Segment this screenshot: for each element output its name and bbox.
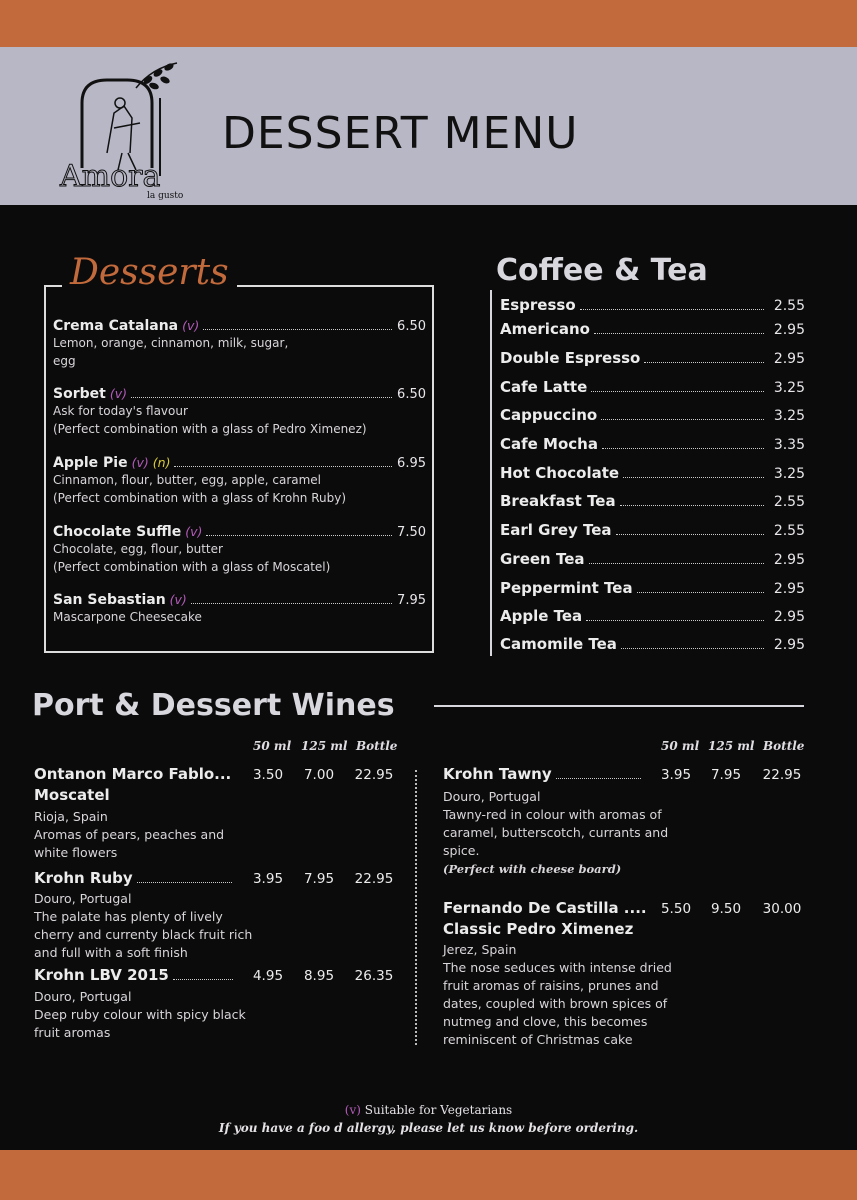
dessert-price: 6.95 <box>397 456 426 471</box>
leader-dots <box>623 477 764 478</box>
leader-dots <box>206 535 392 536</box>
wine-notes: Deep ruby colour with spicy black <box>34 1007 246 1022</box>
leader-dots <box>131 397 392 398</box>
coffee-name: Cafe Mocha <box>500 435 598 453</box>
wine-price-bottle: 22.95 <box>354 871 394 887</box>
dessert-item <box>53 386 426 438</box>
coffee-price: 3.35 <box>773 437 805 453</box>
coffee-price: 3.25 <box>773 466 805 482</box>
vegetarian-tag: (v) <box>169 592 187 607</box>
coffee-name: Breakfast Tea <box>500 492 616 510</box>
vegetarian-legend-text: Suitable for Vegetarians <box>360 1103 513 1117</box>
wine-name <box>34 966 233 984</box>
dessert-name: Apple Pie <box>53 455 128 471</box>
logo-wordmark: Amora <box>60 159 161 194</box>
dessert-desc: (Perfect combination with a glass of Moscatel) <box>53 560 331 574</box>
wine-price-50ml: 3.95 <box>660 767 692 783</box>
coffee-name: Double Espresso <box>500 349 641 367</box>
wine-description <box>443 788 698 878</box>
dessert-price: 6.50 <box>397 319 426 334</box>
coffee-name: Green Tea <box>500 550 585 568</box>
coffee-price: 2.95 <box>773 322 805 338</box>
coffee-name: Earl Grey Tea <box>500 521 612 539</box>
dessert-price: 6.50 <box>397 387 426 402</box>
dessert-item <box>53 455 426 507</box>
wine-description <box>34 988 289 1042</box>
wine-pairing-note: (Perfect with cheese board) <box>443 862 622 876</box>
wine-description <box>34 890 289 962</box>
wine-price-bottle: 26.35 <box>354 968 394 984</box>
logo-subtext: la gusto <box>147 191 184 201</box>
wine-price-125ml: 7.95 <box>303 871 335 887</box>
wine-notes: The nose seduces with intense dried <box>443 960 672 975</box>
wine-name: Fernando De Castilla .... <box>443 899 647 917</box>
column-header-125ml: 125 ml <box>301 739 348 753</box>
wine-notes: dates, coupled with brown spices of <box>443 996 668 1011</box>
wine-name-text: Krohn LBV 2015 <box>34 966 169 984</box>
wine-price-bottle: 22.95 <box>354 767 394 783</box>
column-header-bottle: Bottle <box>763 739 805 753</box>
wine-notes: and full with a soft finish <box>34 945 188 960</box>
wine-price-125ml: 7.00 <box>303 767 335 783</box>
coffee-name: Cafe Latte <box>500 378 588 396</box>
leader-dots <box>644 362 764 363</box>
bottom-band <box>0 1150 857 1200</box>
leader-dots <box>621 648 764 649</box>
wine-price-50ml: 3.50 <box>252 767 284 783</box>
dessert-name: Sorbet <box>53 386 106 402</box>
leader-dots <box>594 333 764 334</box>
column-header-50ml: 50 ml <box>661 739 700 753</box>
coffee-price: 2.95 <box>773 581 805 597</box>
wines-heading: Port & Dessert Wines <box>32 688 395 723</box>
coffee-item <box>500 607 805 625</box>
vegetarian-tag: (v) <box>182 318 200 333</box>
top-band <box>0 0 857 47</box>
coffee-item <box>500 579 805 597</box>
wine-notes: fruit aromas <box>34 1025 111 1040</box>
wine-region: Rioja, Spain <box>34 809 108 824</box>
wine-price-125ml: 8.95 <box>303 968 335 984</box>
coffee-item <box>500 406 805 424</box>
coffee-name: Americano <box>500 320 590 338</box>
dessert-desc: (Perfect combination with a glass of Pedro Ximenez) <box>53 422 367 436</box>
coffee-item <box>500 435 805 453</box>
leader-dots <box>589 563 765 564</box>
wines-heading-rule <box>434 705 804 707</box>
dessert-desc: Lemon, orange, cinnamon, milk, sugar, <box>53 336 289 350</box>
restaurant-logo <box>52 58 202 203</box>
coffee-name: Hot Chocolate <box>500 464 620 482</box>
leader-dots <box>174 466 392 467</box>
wine-name-line2: Moscatel <box>34 786 110 804</box>
dessert-item <box>53 592 426 626</box>
vegetarian-tag: (v) <box>109 386 127 401</box>
leader-dots <box>601 419 764 420</box>
dessert-desc: Mascarpone Cheesecake <box>53 610 202 624</box>
leader-dots <box>173 979 233 980</box>
page-title: DESSERT MENU <box>222 108 579 159</box>
wine-region: Douro, Portugal <box>34 989 132 1004</box>
coffee-name: Peppermint Tea <box>500 579 633 597</box>
coffee-price: 2.55 <box>773 494 805 510</box>
coffee-item <box>500 349 805 367</box>
coffee-tea-heading: Coffee & Tea <box>496 253 708 288</box>
wine-notes: white flowers <box>34 845 118 860</box>
dessert-name: San Sebastian <box>53 592 166 608</box>
dessert-item <box>53 318 426 370</box>
wine-region: Jerez, Spain <box>443 942 517 957</box>
wine-region: Douro, Portugal <box>34 891 132 906</box>
coffee-divider <box>490 290 492 656</box>
leader-dots <box>556 778 641 779</box>
nuts-tag: (n) <box>152 455 171 470</box>
wine-price-50ml: 4.95 <box>252 968 284 984</box>
leader-dots <box>591 391 764 392</box>
coffee-name: Espresso <box>500 296 576 314</box>
leader-dots <box>580 309 764 310</box>
dessert-price: 7.95 <box>397 593 426 608</box>
dessert-item <box>53 524 426 576</box>
column-header-bottle: Bottle <box>356 739 398 753</box>
coffee-price: 3.25 <box>773 380 805 396</box>
wine-notes: The palate has plenty of lively <box>34 909 223 924</box>
wine-price-bottle: 30.00 <box>762 901 802 917</box>
wine-notes: Tawny-red in colour with aromas of <box>443 807 662 822</box>
desserts-heading: Desserts <box>62 252 237 293</box>
coffee-name: Apple Tea <box>500 607 583 625</box>
wine-region: Douro, Portugal <box>443 789 541 804</box>
leader-dots <box>602 448 764 449</box>
column-header-125ml: 125 ml <box>708 739 755 753</box>
leader-dots <box>637 592 764 593</box>
wine-name <box>443 765 641 783</box>
wine-price-50ml: 3.95 <box>252 871 284 887</box>
wine-notes: cherry and currenty black fruit rich <box>34 927 253 942</box>
wine-price-125ml: 9.50 <box>710 901 742 917</box>
wines-column-divider <box>415 770 417 1045</box>
wine-notes: Aromas of pears, peaches and <box>34 827 225 842</box>
coffee-item <box>500 635 805 653</box>
leader-dots <box>616 534 764 535</box>
vegetarian-legend-tag: (v) <box>344 1103 361 1117</box>
coffee-price: 2.95 <box>773 351 805 367</box>
dessert-desc: egg <box>53 354 76 368</box>
leader-dots <box>620 505 764 506</box>
wine-notes: spice. <box>443 843 480 858</box>
coffee-name: Cappuccino <box>500 406 598 424</box>
leader-dots <box>191 603 392 604</box>
coffee-price: 2.95 <box>773 609 805 625</box>
dessert-desc: (Perfect combination with a glass of Krohn Ruby) <box>53 491 347 505</box>
coffee-price: 2.95 <box>773 637 805 653</box>
coffee-price: 3.25 <box>773 408 805 424</box>
wine-price-bottle: 22.95 <box>762 767 802 783</box>
wine-name: Ontanon Marco Fablo... <box>34 765 232 783</box>
wine-name-text: Krohn Ruby <box>34 869 133 887</box>
wine-notes: nutmeg and clove, this becomes <box>443 1014 648 1029</box>
leader-dots <box>203 329 392 330</box>
coffee-item <box>500 521 805 539</box>
wine-description <box>34 808 289 862</box>
coffee-price: 2.55 <box>773 523 805 539</box>
wine-notes: reminiscent of Christmas cake <box>443 1032 633 1047</box>
dessert-price: 7.50 <box>397 525 426 540</box>
wine-name-text: Krohn Tawny <box>443 765 552 783</box>
coffee-item <box>500 320 805 338</box>
dessert-name: Crema Catalana <box>53 318 179 334</box>
wine-notes: caramel, butterscotch, currants and <box>443 825 669 840</box>
allergy-notice: If you have a foo d allergy, please let us know before ordering. <box>218 1121 639 1135</box>
wine-name <box>34 869 232 887</box>
coffee-name: Camomile Tea <box>500 635 617 653</box>
wine-notes: fruit aromas of raisins, prunes and <box>443 978 659 993</box>
dessert-desc: Chocolate, egg, flour, butter <box>53 542 223 556</box>
coffee-item <box>500 550 805 568</box>
coffee-item <box>500 296 805 314</box>
coffee-price: 2.95 <box>773 552 805 568</box>
dessert-desc: Cinnamon, flour, butter, egg, apple, caramel <box>53 473 322 487</box>
wine-description <box>443 941 698 1049</box>
leader-dots <box>137 882 232 883</box>
vegetarian-tag: (v) <box>131 455 149 470</box>
leader-dots <box>586 620 764 621</box>
wine-price-125ml: 7.95 <box>710 767 742 783</box>
coffee-item <box>500 492 805 510</box>
dessert-desc: Ask for today's flavour <box>53 404 188 418</box>
vegetarian-legend <box>0 1103 857 1117</box>
wine-price-50ml: 5.50 <box>660 901 692 917</box>
vegetarian-tag: (v) <box>185 524 203 539</box>
coffee-item <box>500 378 805 396</box>
wine-name-line2: Classic Pedro Ximenez <box>443 920 634 938</box>
dessert-name: Chocolate Suffle <box>53 524 182 540</box>
coffee-item <box>500 464 805 482</box>
column-header-50ml: 50 ml <box>253 739 292 753</box>
coffee-price: 2.55 <box>773 298 805 314</box>
